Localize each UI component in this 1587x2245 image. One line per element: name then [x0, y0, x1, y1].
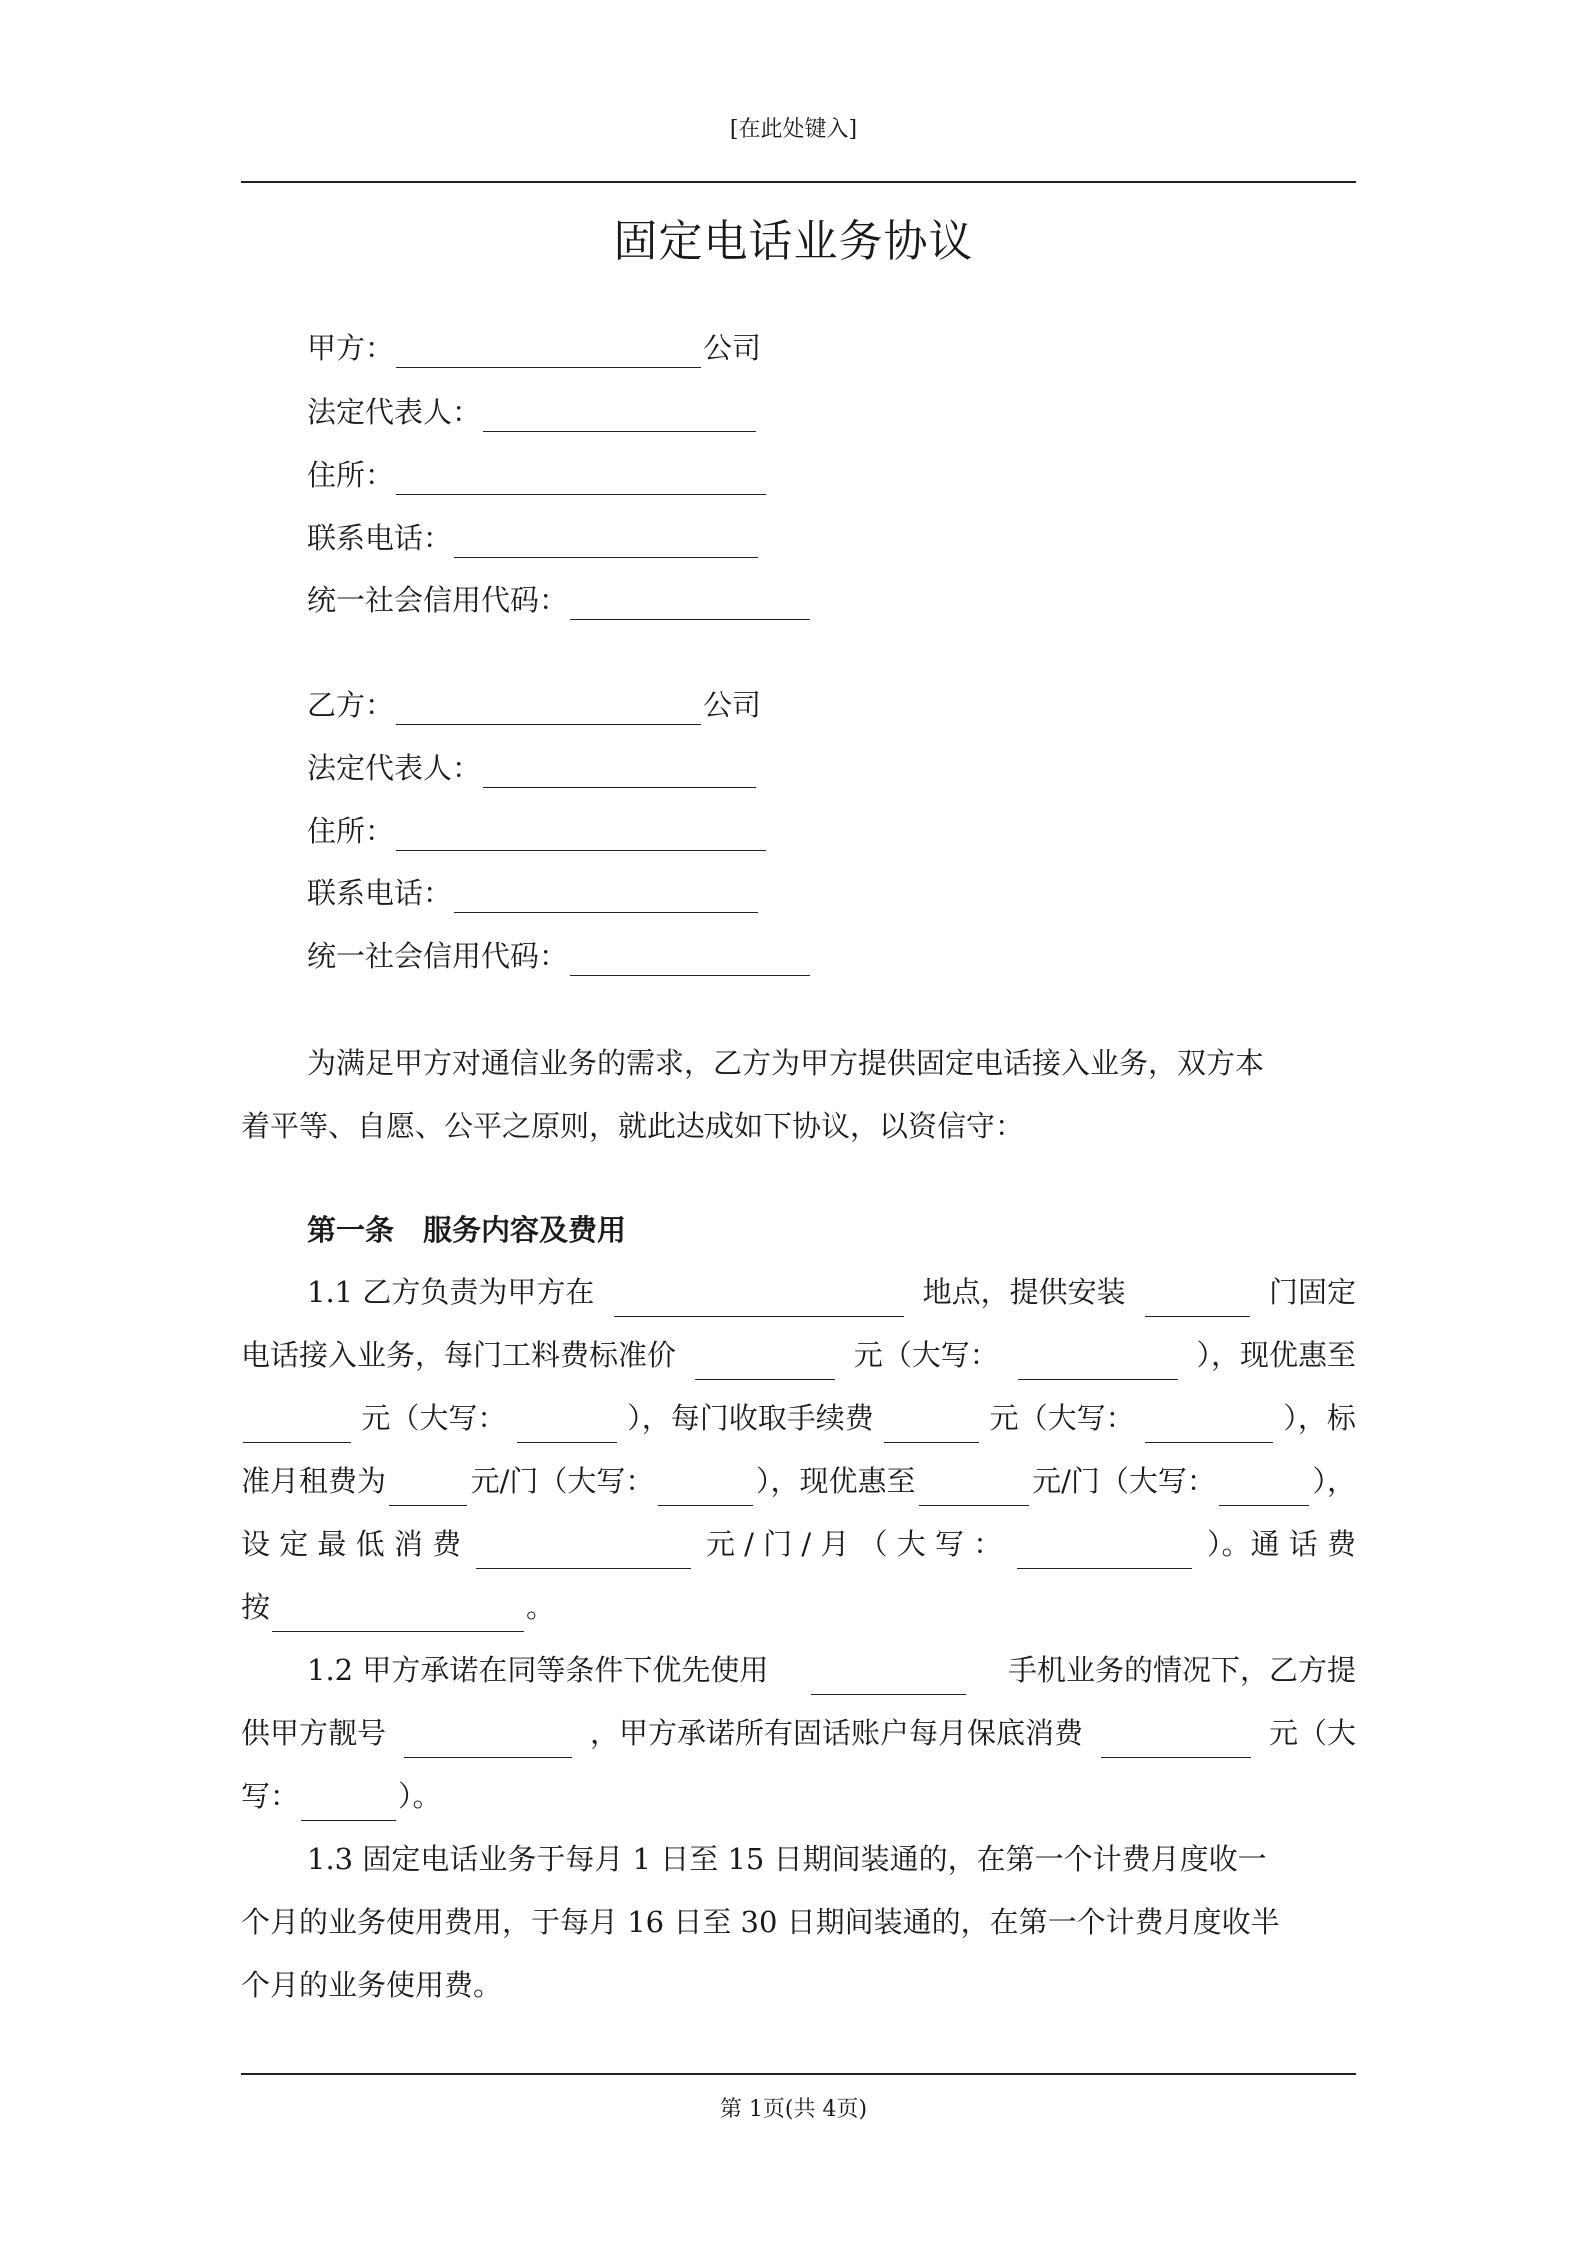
clause-1-3-line-2 — [241, 1897, 1356, 1947]
discount-price-blank[interactable] — [243, 1412, 351, 1443]
party-b-address-field — [307, 811, 768, 851]
party-b-credit-code-label: 统一社会信用代码： — [307, 939, 569, 973]
document-title: 固定电话业务协议 — [613, 216, 974, 267]
minimum-spend-blank[interactable] — [476, 1538, 691, 1569]
party-a-credit-code-label: 统一社会信用代码： — [307, 583, 569, 617]
party-a-address-label: 住所： — [307, 458, 395, 492]
clause-1-2-line-2 — [241, 1708, 1356, 1758]
party-a-name-field — [307, 328, 761, 368]
clause-text: 个月的业务使用费。 — [241, 1968, 503, 2002]
clause-1-1-line-4 — [241, 1456, 1356, 1506]
party-a-credit-code-field — [307, 580, 812, 620]
clause-text: 设 定 最 低 消 费 — [241, 1527, 462, 1561]
clause-text: ），标 — [1283, 1401, 1356, 1435]
party-a-address-blank[interactable] — [396, 464, 766, 495]
handling-fee-blank[interactable] — [884, 1412, 979, 1443]
preamble-line-2 — [241, 1101, 1356, 1151]
clause-text: 元（大写： — [989, 1401, 1135, 1435]
clause-text: 供甲方靓号 — [241, 1716, 387, 1750]
standard-price-words-blank[interactable] — [1018, 1349, 1178, 1380]
clause-text: 元（大 — [1268, 1716, 1356, 1750]
party-b-name-field — [307, 685, 761, 725]
clause-text: 门固定 — [1268, 1275, 1356, 1309]
clause-text: 手机业务的情况下，乙方提 — [1007, 1653, 1356, 1687]
clause-1-2-line-3 — [241, 1771, 1356, 1821]
clause-text: 1.3 固定电话业务于每月 1 日至 15 日期间装通的，在第一个计费月度收一 — [307, 1842, 1267, 1876]
guaranteed-spend-blank[interactable] — [1101, 1727, 1251, 1758]
clause-text: 写： — [241, 1779, 300, 1813]
party-b-address-blank[interactable] — [396, 820, 766, 851]
clause-1-2-line-1 — [307, 1645, 1356, 1695]
party-b-phone-blank[interactable] — [454, 882, 758, 913]
party-a-name-label: 甲方： — [307, 331, 395, 365]
clause-text: ），现优惠至 — [1196, 1338, 1356, 1372]
clause-text: ），每门收取手续费 — [627, 1401, 874, 1435]
clause-1-1-line-3 — [241, 1393, 1356, 1443]
clause-text: 元（大写： — [361, 1401, 507, 1435]
clause-text: ）。通 话 费 — [1207, 1527, 1356, 1561]
lines-count-blank[interactable] — [1145, 1286, 1250, 1317]
party-b-rep-blank[interactable] — [483, 757, 756, 788]
clause-text: 元（大写： — [853, 1338, 999, 1372]
party-b-phone-field — [307, 873, 760, 913]
location-blank[interactable] — [614, 1286, 904, 1317]
clause-text: 电话接入业务，每门工料费标准价 — [241, 1338, 677, 1372]
handling-fee-words-blank[interactable] — [1145, 1412, 1273, 1443]
party-b-credit-code-field — [307, 936, 812, 976]
clause-1-1-line-1 — [307, 1267, 1356, 1317]
clause-text: 元 / 门 / 月 （ 大 写 ： — [705, 1527, 1003, 1561]
clause-text: 元/门（大写： — [470, 1464, 655, 1498]
clause-text: 个月的业务使用费用，于每月 16 日至 30 日期间装通的，在第一个计费月度收半 — [241, 1905, 1280, 1939]
party-a-phone-field — [307, 518, 760, 558]
preamble-line-1 — [307, 1038, 1356, 1088]
party-a-address-field — [307, 455, 768, 495]
monthly-rent-words-blank[interactable] — [658, 1475, 753, 1506]
party-a-name-blank[interactable] — [396, 337, 701, 368]
party-b-name-label: 乙方： — [307, 688, 395, 722]
party-b-phone-label: 联系电话： — [307, 876, 453, 910]
premium-number-blank[interactable] — [404, 1727, 572, 1758]
discount-rent-blank[interactable] — [919, 1475, 1029, 1506]
clause-text: 1.2 甲方承诺在同等条件下优先使用 — [307, 1653, 769, 1687]
party-b-name-suffix: 公司 — [703, 688, 762, 722]
party-a-rep-field — [307, 392, 758, 432]
guaranteed-spend-words-blank[interactable] — [301, 1790, 396, 1821]
party-b-rep-field — [307, 748, 758, 788]
discount-rent-words-blank[interactable] — [1219, 1475, 1309, 1506]
preamble-text-1: 为满足甲方对通信业务的需求，乙方为甲方提供固定电话接入业务，双方本 — [307, 1046, 1265, 1080]
minimum-spend-words-blank[interactable] — [1017, 1538, 1192, 1569]
clause-1-1-line-5 — [241, 1519, 1356, 1569]
party-a-phone-label: 联系电话： — [307, 521, 453, 555]
party-a-phone-blank[interactable] — [454, 527, 758, 558]
clause-text: ）， — [1312, 1464, 1356, 1498]
party-b-rep-label: 法定代表人： — [307, 751, 482, 785]
party-b-credit-code-blank[interactable] — [570, 945, 810, 976]
party-a-rep-blank[interactable] — [483, 401, 756, 432]
clause-1-1-line-2 — [241, 1330, 1356, 1380]
page-number: 第 1页(共 4页) — [719, 2097, 868, 2122]
standard-price-blank[interactable] — [695, 1349, 835, 1380]
clause-text: ）。 — [398, 1779, 442, 1813]
preamble-text-2: 着平等、自愿、公平之原则，就此达成如下协议，以资信守： — [241, 1109, 1025, 1143]
clause-text: 准月租费为 — [241, 1464, 387, 1498]
clause-1-3-line-3 — [241, 1960, 1356, 2010]
party-a-name-suffix: 公司 — [703, 331, 762, 365]
clause-text: 。 — [526, 1590, 556, 1624]
monthly-rent-blank[interactable] — [389, 1475, 467, 1506]
clause-text: 元/门（大写： — [1032, 1464, 1216, 1498]
clause-text: 1.1 乙方负责为甲方在 — [307, 1275, 595, 1309]
article-1-title: 第一条 服务内容及费用 — [307, 1213, 627, 1247]
page-header: [在此处键入] — [729, 117, 858, 142]
call-charge-basis-blank[interactable] — [272, 1601, 524, 1632]
header-divider — [241, 181, 1356, 183]
party-a-credit-code-blank[interactable] — [570, 589, 810, 620]
clause-1-3-line-1 — [307, 1834, 1356, 1884]
clause-text: 按 — [241, 1590, 271, 1624]
party-a-rep-label: 法定代表人： — [307, 395, 482, 429]
party-b-address-label: 住所： — [307, 814, 395, 848]
discount-price-words-blank[interactable] — [517, 1412, 617, 1443]
party-b-name-blank[interactable] — [396, 694, 701, 725]
footer-divider — [241, 2073, 1356, 2075]
clause-1-1-line-6 — [241, 1582, 1356, 1632]
clause-text: 地点，提供安装 — [922, 1275, 1126, 1309]
clause-text: ），现优惠至 — [755, 1464, 916, 1498]
mobile-service-blank[interactable] — [811, 1664, 966, 1695]
clause-text: ，甲方承诺所有固话账户每月保底消费 — [589, 1716, 1083, 1750]
